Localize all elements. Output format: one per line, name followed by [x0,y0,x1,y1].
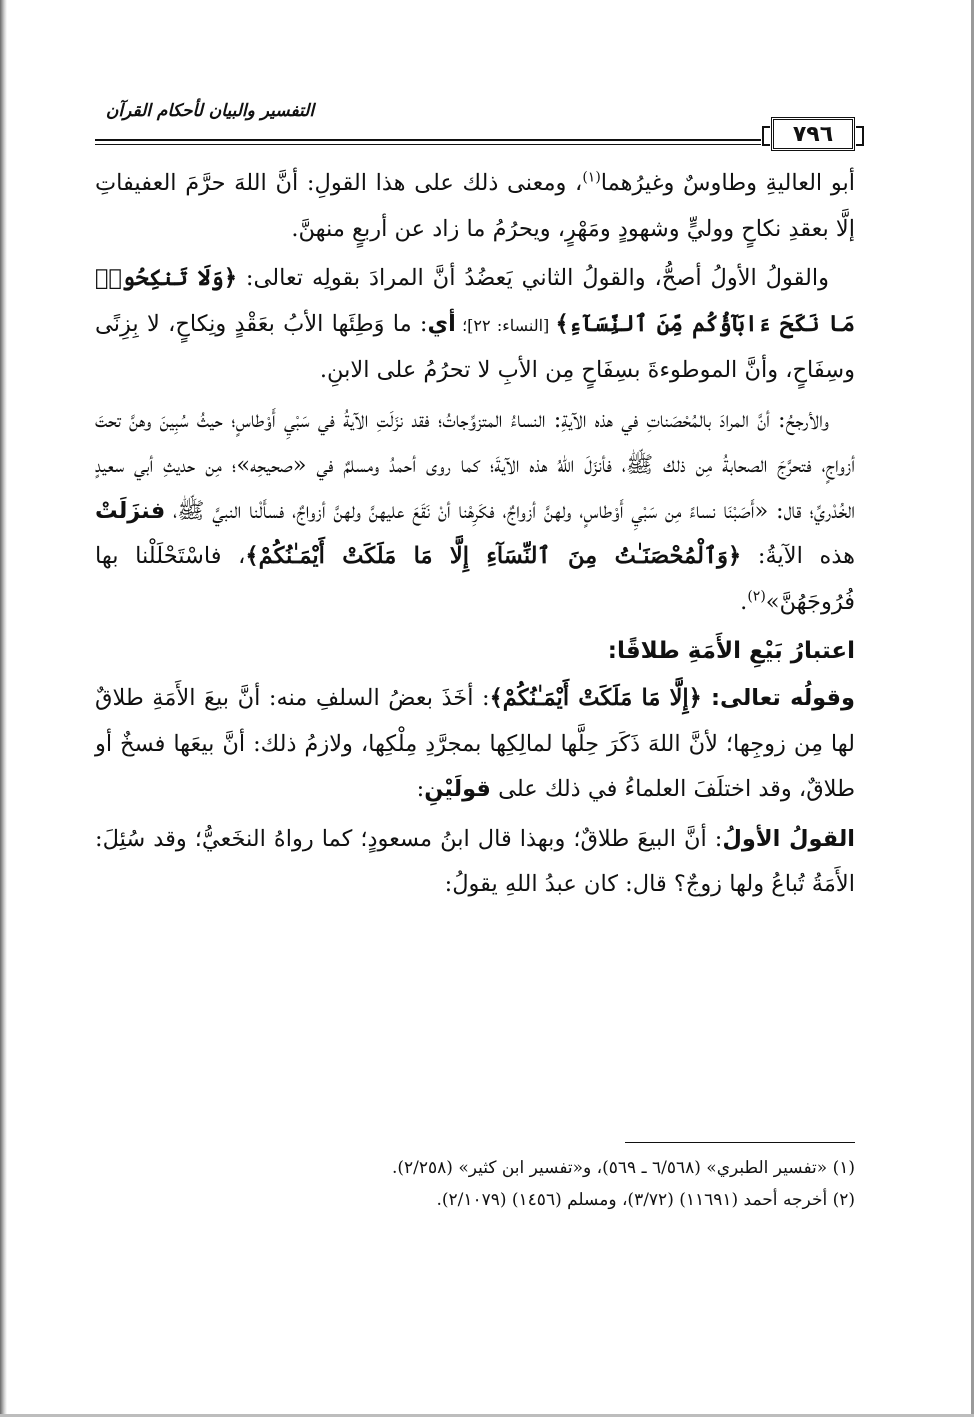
footnote-ref-1: (١) [582,169,601,186]
book-title: التفسير والبيان لأحكام القرآن [105,101,315,121]
paragraph-3: والأرجحُ: أنَّ المرادَ بالمُحْصَناتِ في هذه الآيةِ: النساءُ المتزوِّجاتُ؛ فقد نزَلَتِ الآيةُ في سَبْيِ أَوْطاسٍ؛ حيثُ سُبِينَ وهنَّ تحتَ أزواجٍ، فتحرَّجَ الصحابةُ مِن ذلك ﷺ، فأنزَلَ اللهُ هذه الآيةَ؛ كما روى أحمدُ ومسلمٌ في «صحيحِه»؛ مِن حديثِ أبي سعيدٍ الخُدْريِّ؛ قال: «أَصَبْنَا نساءً مِن سَبْيِ أَوْطاسٍ، ولهنَّ أزواجٌ، فكَرِهْنا أنْ نَقَعَ عليهنَّ ولهنَّ أزواجٌ، فسأَلْنا النبيَّ ﷺ، فنزَلَتْ هذه الآيةُ: ﴿وَٱلْمُحْصَنَـٰتُ مِنَ ٱلنِّسَآءِ إِلَّا مَا مَلَكَتْ أَيْمَـٰنُكُمْ﴾، فاسْتَحْلَلْنا بها فُرُوجَهُنَّ»$^{(٢)}$. [95,406,855,615]
footnote-2: (٢) أخرجه أحمد (١١٦٩١) (٣/٧٢)، ومسلم (١٤٥٦) (٢/١٠٧٩). [436,1190,855,1210]
footnote-1: (١) «تفسير الطبري» (٦/٥٦٨ ـ ٥٦٩)، و«تفسير ابن كثير» (٢/٢٥٨). [391,1158,855,1178]
page-header [95,95,855,161]
paragraph-4: وقولُه تعالى: ﴿إِلَّا مَا مَلَكَتْ أَيْمَـٰنُكُمْ﴾: أخَذَ بعضُ السلفِ منه: أنَّ بيعَ الأَمَةِ طلاقٌ لها مِن زوجِها؛ لأنَّ اللهَ ذَكَرَ حِلَّها لمالِكِها بمجرَّدِ مِلْكِها، ولازمُ ذلك: أنَّ بيعَها فسخٌ أو طلاقٌ، وقد اختلَفَ العلماءُ في ذلك على قولَيْنِ: [95,685,855,802]
scan-edge-left [0,0,7,1417]
section-heading: اعتبارُ بَيْعِ الأَمَةِ طلاقًا: [607,638,855,664]
paragraph-2: والقولُ الأولُ أصحُّ، والقولُ الثاني يَعضُدُ أنَّ المرادَ بقولِه تعالى: ﴿وَلَا تَنكِحُوا۟ مَا نَكَحَ ءَابَآؤُكُم مِّنَ ٱلنِّسَآءِ﴾ [النساء: ٢٢]؛ أي: ما وَطِئَها الأبُ بعَقْدٍ ونِكاحٍ، لا بِزِنًى وسِفَاحٍ، وأنَّ الموطوءةَ بسِفَاحٍ مِن الأبِ لا تحرُمُ على الابنِ. [95,265,856,383]
quran-verse: ﴿إِلَّا مَا مَلَكَتْ أَيْمَـٰنُكُمْ﴾ [489,685,702,711]
page-number: ٧٩٦ [771,117,855,151]
body-text [95,161,855,908]
verse-reference: [النساء: ٢٢]؛ [455,315,556,335]
quran-verse: ﴿وَٱلْمُحْصَنَـٰتُ مِنَ ٱلنِّسَآءِ إِلَّا مَا مَلَكَتْ أَيْمَـٰنُكُمْ﴾ [245,543,742,569]
quran-verse: ﴿وَلَا تَنكِحُوا۟ مَا نَكَحَ ءَابَآؤُكُم مِّنَ ٱلنِّسَآءِ﴾ [95,265,856,337]
paragraph-1: أبو العاليةِ وطاوسٌ وغيرُهما$^{(١)}$، ومعنى ذلك على هذا القولِ: أنَّ اللهَ حرَّمَ العفيفاتِ إلَّا بعقدِ نكاحٍ ووليٍّ وشهودٍ ومَهْرٍ، ويحرُمُ ما زاد عن أربعٍ منهنَّ. [95,169,855,242]
footnotes [95,1152,855,1216]
header-rule [95,139,761,145]
footnote-ref-2: (٢) [747,588,766,604]
book-page [95,95,855,912]
paragraph-5: القولُ الأولُ: أنَّ البيعَ طلاقٌ؛ وبهذا قال ابنُ مسعودٍ؛ كما رواهُ النخَعيُّ؛ وقد سُئِلَ: الأَمَةُ تُباعُ ولها زوجٌ؟ قال: كان عبدُ اللهِ يقولُ: [95,825,856,897]
footnote-rule [625,1142,855,1143]
